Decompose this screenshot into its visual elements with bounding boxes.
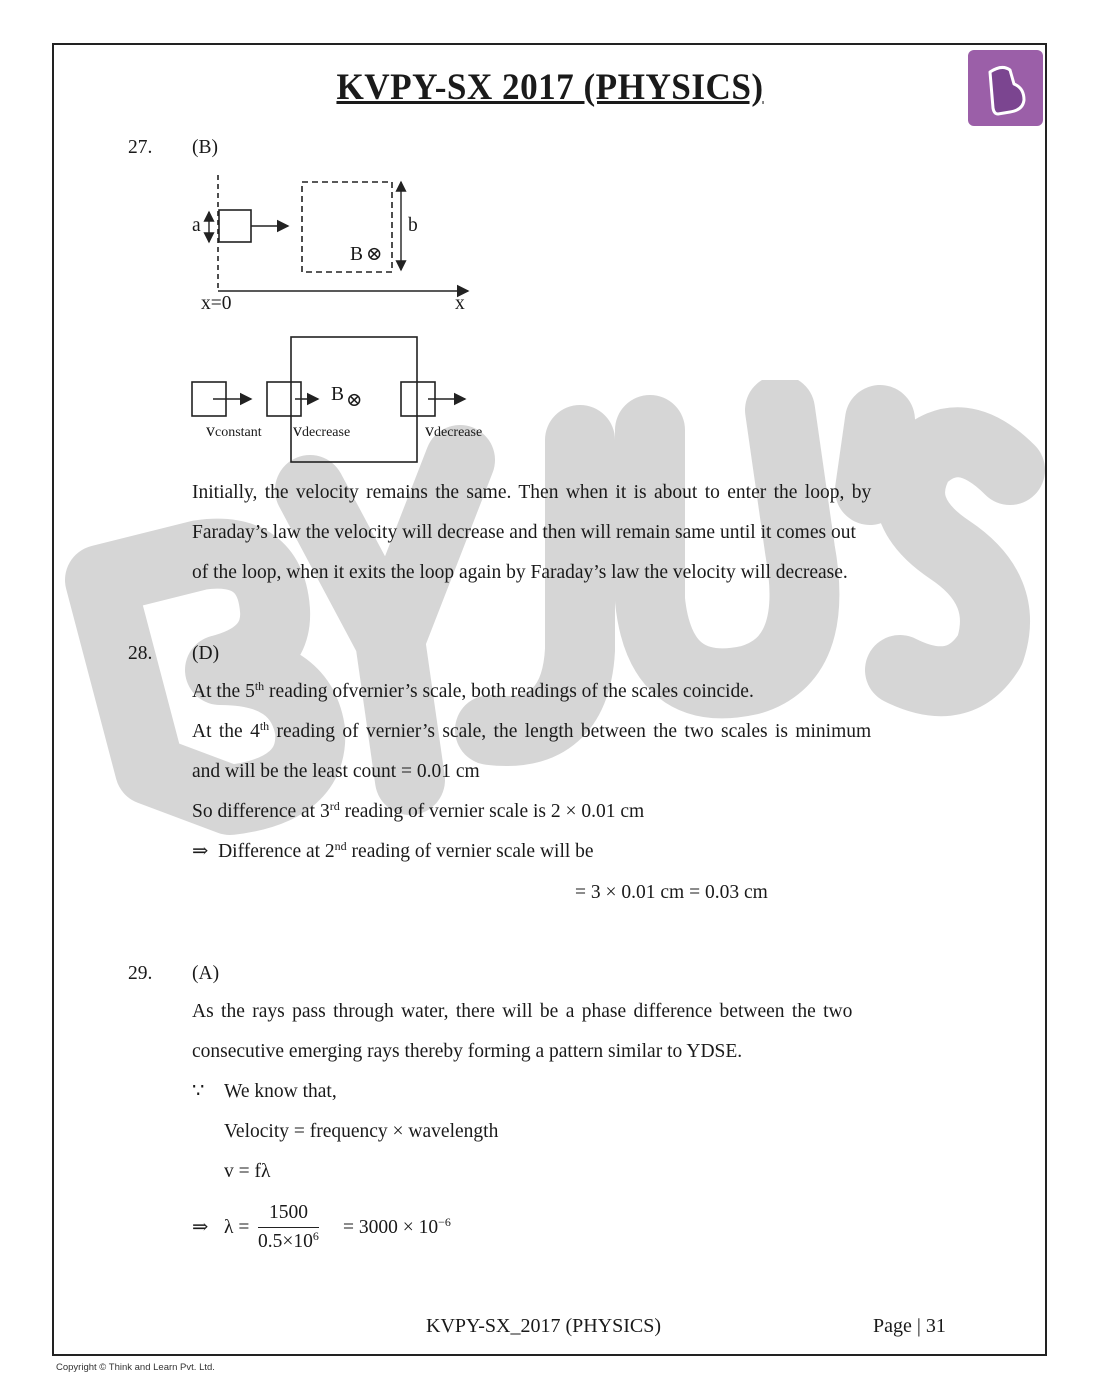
field-into-page-icon: ⊗ (346, 390, 363, 411)
page-number: Page | 31 (873, 1315, 946, 1337)
fraction-denominator: $0.5\times 10^6$ (258, 1229, 319, 1252)
page-title: KVPY-SX 2017 (PHYSICS) (336, 67, 764, 108)
subscript-decrease: decrease (434, 425, 483, 440)
fraction-numerator: 1500 (258, 1202, 319, 1228)
label-field-b: B (350, 244, 364, 265)
byjus-logo-icon (968, 50, 1043, 126)
formula-line: v = fλ (224, 1161, 271, 1182)
v-symbol: v (206, 420, 215, 440)
because-icon: ∵ (192, 1081, 205, 1102)
explanation-line: Initially, the velocity remains the same. Then when it is about to enter the loop, by (192, 482, 872, 503)
footer-title: KVPY-SX_2017 (PHYSICS) (426, 1315, 662, 1337)
question-answer: (D) (192, 643, 220, 664)
implies-arrow-icon: ⇒ (192, 1217, 209, 1238)
question-answer: (A) (192, 963, 220, 984)
implies-arrow-icon: ⇒ (192, 841, 209, 862)
velocity-decrease-label (293, 421, 350, 440)
result-line: = 3 × 0.01 cm = 0.03 cm (575, 882, 768, 903)
formula-line: Velocity = frequency × wavelength (224, 1121, 499, 1142)
explanation-line: At the 5th reading ofvernier’s scale, both readings of the scales coincide. (192, 679, 754, 702)
label-b: b (408, 215, 418, 236)
subscript-decrease: decrease (302, 425, 351, 440)
label-field-b: B (331, 384, 345, 405)
velocity-constant-label (206, 421, 262, 440)
explanation-line: of the loop, when it exits the loop again by Faraday’s law the velocity will decrease. (192, 562, 848, 583)
explanation-line: consecutive emerging rays thereby forming a pattern similar to YDSE. (192, 1041, 743, 1062)
copyright-notice: Copyright © Think and Learn Pvt. Ltd. (56, 1362, 215, 1373)
question-number: 28. (128, 643, 153, 664)
velocity-decrease-label (425, 421, 482, 440)
label-origin: x=0 (201, 293, 232, 314)
explanation-line: At the 4th reading of vernier’s scale, the length between the two scales is minimum (192, 719, 872, 742)
label-a: a (192, 215, 201, 236)
explanation-line: As the rays pass through water, there will be a phase difference between the two (192, 1001, 853, 1022)
question-number: 29. (128, 963, 153, 984)
lambda-equals: λ = (224, 1217, 250, 1238)
result-line: = $3000 \times 10^{-6}$ (343, 1215, 451, 1238)
explanation-line: So difference at 3rd reading of vernier scale is 2 × 0.01 cm (192, 799, 645, 822)
question-number: 27. (128, 137, 153, 158)
question-answer: (B) (192, 137, 218, 158)
subscript-constant: constant (215, 425, 262, 440)
explanation-line: ⇒ Difference at 2nd reading of vernier scale will be (192, 839, 594, 862)
field-into-page-icon: ⊗ (366, 244, 383, 265)
explanation-line: and will be the least count = 0.01 cm (192, 761, 480, 782)
explanation-line: Faraday’s law the velocity will decrease and then will remain same until it comes out (192, 522, 856, 543)
v-symbol: v (293, 420, 302, 440)
label-x-axis: x (455, 293, 465, 314)
fraction (258, 1202, 319, 1253)
v-symbol: v (425, 420, 434, 440)
explanation-line: We know that, (224, 1081, 337, 1102)
